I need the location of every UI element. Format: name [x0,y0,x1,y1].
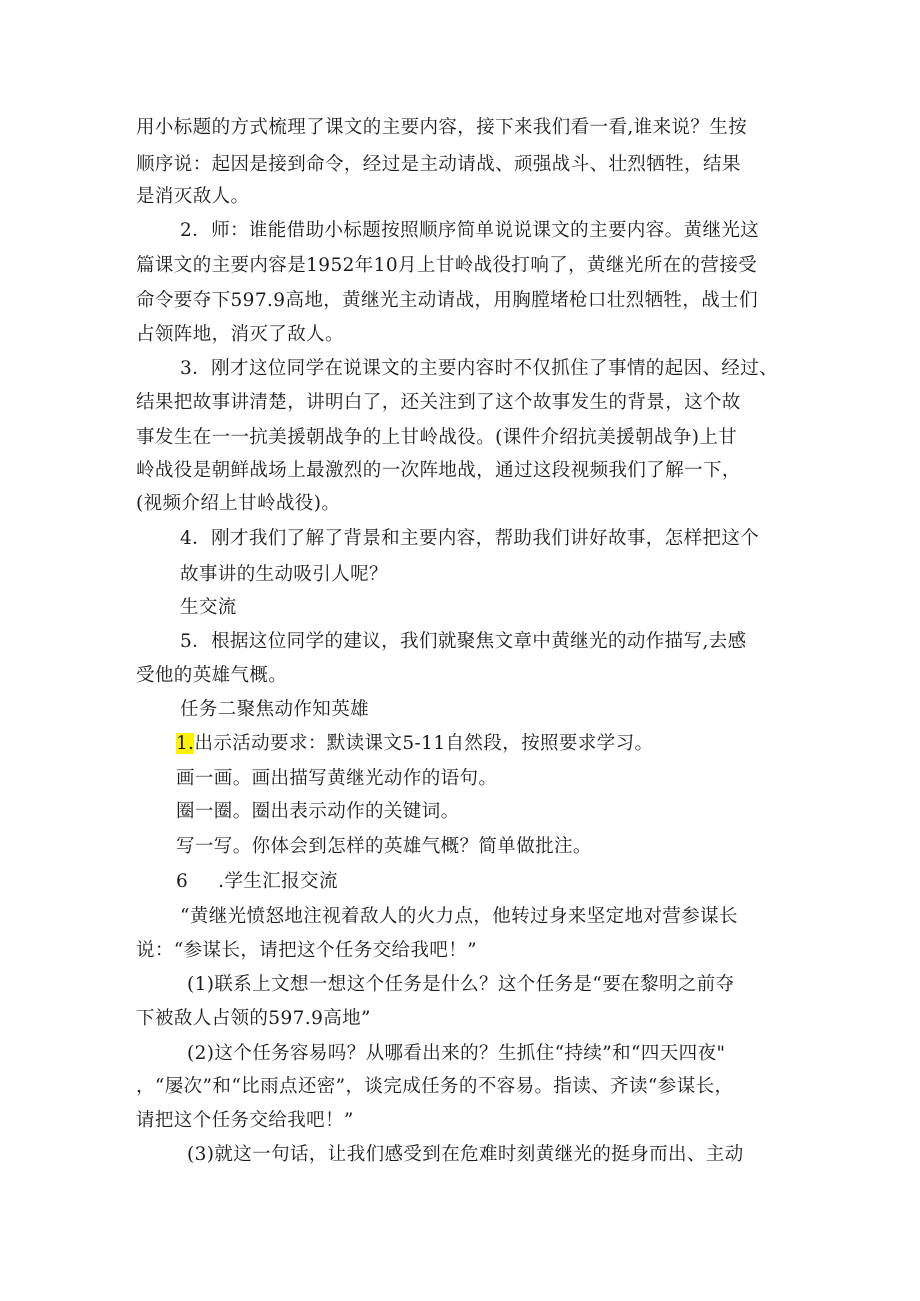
text-line: 画一画。画出描写黄继光动作的语句。 [176,768,498,789]
text-line: 用小标题的方式梳理了课文的主要内容，接下来我们看一看,谁来说？生按 [136,117,748,138]
text-line: (2)这个任务容易吗？从哪看出来的？生抓住“持续”和“四天四夜" [187,1043,726,1064]
text-line: (3)就这一句话，让我们感受到在危难时刻黄继光的挺身而出、主动 [187,1144,744,1165]
text-line: (视频介绍上甘岭战役)。 [136,493,341,514]
text-line-content: .学生汇报交流 [218,871,338,892]
text-line: 篇课文的主要内容是1952年10月上甘岭战役打响了，黄继光所在的营接受 [136,255,758,276]
text-line: 4．刚才我们了解了背景和主要内容，帮助我们讲好故事，怎样把这个 [180,528,760,549]
text-line: 事发生在一一抗美援朝战争的上甘岭战役。(课件介绍抗美援朝战争)上甘 [136,427,738,448]
text-line: 占领阵地，消灭了敌人。 [136,324,344,345]
text-line: ，“屡次”和“比雨点还密”，谈完成任务的不容易。指读、齐读“参谋长， [136,1076,734,1097]
text-line: 2．师：谁能借助小标题按照顺序简单说说课文的主要内容。黄继光这 [180,220,760,241]
highlighted-number: 1. [176,733,195,754]
text-line: 5．根据这位同学的建议，我们就聚焦文章中黄继光的动作描写,去感 [180,631,747,652]
text-line [176,870,338,894]
text-line-content: 出示活动要求：默读课文5-11自然段，按照要求学习。 [194,733,654,754]
text-line: 命令要夺下597.9高地，黄继光主动请战，用胸膛堵枪口壮烈牺牲，战士们 [136,290,758,311]
text-line: 3．刚才这位同学在说课文的主要内容时不仅抓住了事情的起因、经过、 [180,358,779,379]
text-line: “黄继光愤怒地注视着敌人的火力点，他转过身来坚定地对营参谋长 [180,906,738,927]
text-line: 生交流 [180,597,237,618]
section-heading: 任务二聚焦动作知英雄 [180,699,370,720]
text-line: 受他的英雄气概。 [136,665,288,686]
text-line: 岭战役是朝鲜战场上最激烈的一次阵地战，通过这段视频我们了解一下， [136,460,741,481]
text-line: 结果把故事讲清楚，讲明白了，还关注到了这个故事发生的背景，这个故 [136,392,741,413]
text-line: 说：“参谋长，请把这个任务交给我吧！” [136,940,478,961]
text-line [176,732,653,756]
text-line: 故事讲的生动吸引人呢？ [180,564,388,585]
text-line: 请把这个任务交给我吧！” [136,1110,354,1131]
text-line: (1)联系上文想一想这个任务是什么？这个任务是“要在黎明之前夺 [187,974,735,995]
item-number: 6 [176,871,189,892]
text-line: 下被敌人占领的597.9高地” [136,1008,371,1029]
text-line: 圈一圈。圈出表示动作的关键词。 [176,801,460,822]
text-line: 是消灭敌人。 [136,186,250,207]
text-line: 顺序说：起因是接到命令，经过是主动请战、顽强战斗、壮烈牺牲，结果 [136,154,741,175]
text-line: 写一写。你体会到怎样的英雄气概？简单做批注。 [176,836,592,857]
